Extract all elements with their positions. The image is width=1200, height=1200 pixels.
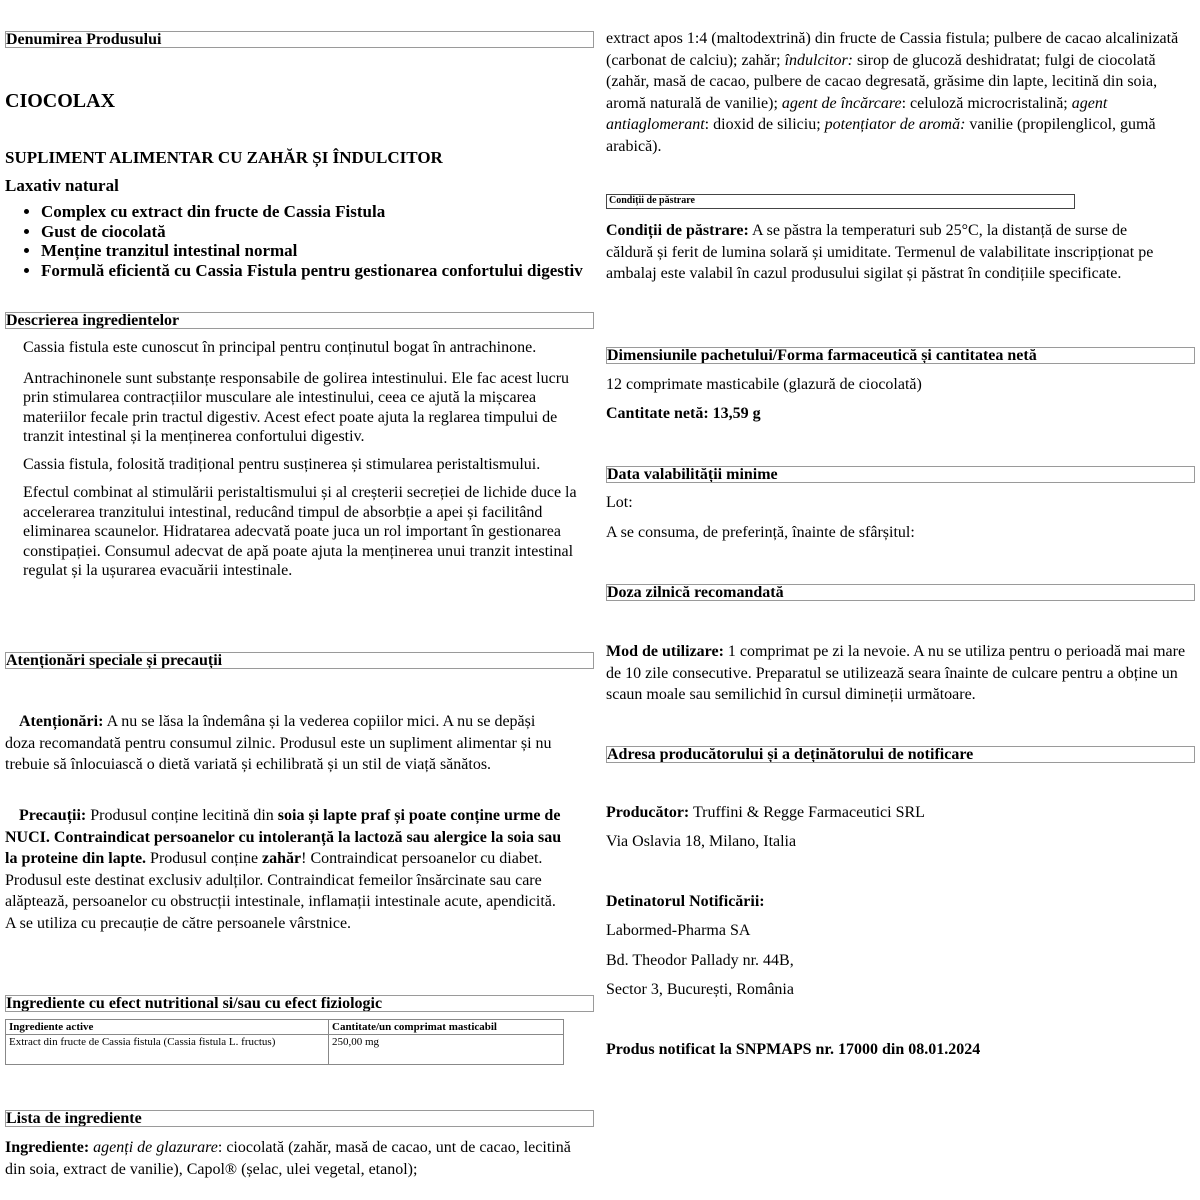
active-ingredients-table: [5, 1019, 564, 1065]
glazing-agents: agenți de glazurare: [93, 1139, 218, 1156]
ingredients-label: Ingrediente:: [5, 1139, 90, 1156]
precautions-text: ! Contraindicat persoanelor cu diabet. Produsul este destinat exclusiv adulților. Contraindicat femeilor însărcinate sau care alăptează, persoanelor cu obstrucții intestinale, inflamații intestinale acute, apendicită. A se utiliza cu precauție de către persoanele vârstnice.: [5, 850, 556, 932]
section-storage-small-heading: Condiții de păstrare: [606, 194, 1075, 209]
list-item: • Menține tranzitul intestinal normal: [41, 241, 601, 261]
table-header-cell: Cantitate/un comprimat masticabil: [329, 1020, 564, 1035]
description-block: [5, 338, 585, 581]
product-type: SUPLIMENT ALIMENTAR CU ZAHĂR ȘI ÎNDULCITOR: [5, 148, 443, 167]
section-nutritional-heading: Ingrediente cu efect nutritional si/sau cu efect fiziologic: [5, 995, 594, 1012]
usage-label: Mod de utilizare:: [606, 643, 724, 660]
table-row: [6, 1035, 564, 1065]
warnings-label: Atenționări:: [19, 713, 104, 730]
allergen-warning: soia și lapte praf și poate conține urme de NUCI. Contraindicat persoanelor cu intoleranță la lactoză sau alergice la soia sau la proteine din lapte.: [5, 807, 562, 868]
producer-label: Producător:: [606, 804, 690, 821]
description-paragraph: Cassia fistula este cunoscut în principal pentru conținutul bogat în antrachinone.: [23, 339, 537, 356]
precautions-label: Precauții:: [19, 807, 87, 824]
producer-address: Via Oslavia 18, Milano, Italia: [606, 833, 797, 850]
storage-paragraph: [606, 220, 1176, 285]
warnings-text: A nu se lăsa la îndemâna și la vederea copiilor mici. A nu se depăși doza recomandată pentru consumul zilnic. Produsul este un supliment alimentar și nu trebuie să înlocuiască o dietă variată și echilibrată și un stil de viață sănătos.: [5, 713, 552, 774]
producer-line: [606, 803, 1195, 823]
ingredients-text: vanilie (propilenglicol, gumă arabică).: [606, 116, 1156, 155]
notification-holder-city: Sector 3, București, România: [606, 981, 794, 998]
ingredients-continued: [606, 28, 1196, 158]
table-cell: 250,00 mg: [329, 1035, 564, 1065]
precautions-text: Produsul conține: [150, 850, 259, 868]
section-ingredient-description-heading: Descrierea ingredientelor: [5, 312, 594, 329]
description-paragraph: Efectul combinat al stimulării peristaltismului și al creșterii secreției de lichide duce la accelerarea tranzitului intestinal, reducând timpul de absorbție a apei și facilitând eliminarea scaunelor. Hidratarea adecvată poate juca un rol important în gestionarea constipației. Consumul adecvat de apă poate ajuta la menținerea unui tranzit intestinal regulat și la ușurarea evacuării intestinale.: [23, 484, 577, 580]
producer-name: Truffini & Regge Farmaceutici SRL: [692, 804, 925, 821]
product-subtitle: Laxativ natural: [5, 176, 119, 195]
section-address-heading: Adresa producătorului și a deținătorului de notificare: [606, 746, 1195, 763]
package-form: 12 comprimate masticabile (glazură de ciocolată): [606, 376, 922, 393]
notification-holder-label: Detinatorul Notificării:: [606, 893, 765, 910]
sugar-warning: zahăr: [262, 850, 302, 868]
notification-holder-name: Labormed-Pharma SA: [606, 922, 751, 939]
section-warnings-heading: Atenționări speciale și precauții: [5, 652, 594, 669]
precautions-paragraph: [5, 805, 567, 935]
ingredients-text: extract apos 1:4 (maltodextrină) din fructe de Cassia fistula; pulbere de cacao alcalinizată (carbonat de calciu); zahăr;: [606, 30, 1179, 69]
flavor-enhancer-label: potențiator de aromă:: [824, 116, 966, 134]
ingredients-text: : dioxid de siliciu;: [704, 116, 821, 134]
table-header-cell: Ingrediente active: [6, 1020, 329, 1035]
product-name: CIOCOLAX: [5, 90, 116, 112]
description-paragraph: Cassia fistula, folosită tradițional pentru susținerea și stimularea peristaltismului.: [23, 455, 541, 473]
warnings-paragraph: [5, 711, 565, 776]
precautions-text: Produsul conține lecitină din: [90, 807, 274, 824]
usage-text: 1 comprimat pe zi la nevoie. A nu se utiliza pentru o perioadă mai mare de 10 zile consecutive. Preparatul se utilizează seara înainte de culcare pentru a obține un scaun moale sau semilichid în cursul dimineții următoare.: [606, 643, 1186, 704]
list-item: • Formulă eficientă cu Cassia Fistula pentru gestionarea confortului digestiv: [41, 261, 601, 281]
usage-paragraph: [606, 641, 1196, 706]
section-dose-heading: Doza zilnică recomandată: [606, 584, 1195, 601]
table-header-row: [6, 1020, 564, 1035]
ingredients-text: : ciocolată (zahăr, masă de cacao, unt de cacao, lecitină din soia, extract de vanilie), Capol® (șelac, ulei vegetal, etanol);: [5, 1139, 571, 1178]
anticaking-agent-label: agent antiaglomerant: [606, 94, 1108, 134]
ingredients-text: : celuloză microcristalină;: [901, 94, 1068, 112]
notification-number: Produs notificat la SNPMAPS nr. 17000 din 08.01.2024: [606, 1041, 981, 1058]
storage-text: A se păstra la temperaturi sub 25°C, la distanță de surse de căldură și ferit de lumina solară și umiditate. Termenul de valabilitate inscripționat pe ambalaj este valabil în cazul produsului sigilat și păstrat în condițiile specificate.: [606, 222, 1154, 283]
sweetener-label: îndulcitor:: [784, 51, 853, 69]
section-package-heading: Dimensiunile pachetului/Forma farmaceutică și cantitatea netă: [606, 347, 1195, 364]
table-cell: Extract din fructe de Cassia fistula (Cassia fistula L. fructus): [6, 1035, 329, 1065]
best-before-label: A se consuma, de preferință, înainte de sfârșitul:: [606, 524, 915, 541]
section-product-name-heading: Denumirea Produsului: [5, 31, 594, 48]
description-paragraph: Antrachinonele sunt substanțe responsabile de golirea intestinului. Ele fac acest lucru prin stimularea contracțiilor musculare ale intestinului, ceea ce ajută la mișcarea materiilor fecale prin tractul digestiv. Acest efect poate ajuta la reglarea timpului de tranzit intestinal și la menținerea confortului digestiv.: [23, 369, 570, 446]
bulking-agent-label: agent de încărcare: [781, 94, 902, 112]
benefits-list: [5, 202, 601, 280]
ingredients-paragraph: [5, 1137, 591, 1180]
list-item: • Gust de ciocolată: [41, 222, 601, 242]
storage-label: Condiții de păstrare:: [606, 222, 749, 239]
notification-holder-street: Bd. Theodor Pallady nr. 44B,: [606, 952, 794, 969]
section-expiry-heading: Data valabilității minime: [606, 466, 1195, 483]
lot-label: Lot:: [606, 494, 633, 511]
net-quantity: Cantitate netă: 13,59 g: [606, 405, 761, 422]
list-item: • Complex cu extract din fructe de Cassia Fistula: [41, 202, 601, 222]
section-ingredient-list-heading: Lista de ingrediente: [5, 1110, 594, 1127]
ingredients-text: sirop de glucoză deshidratat; fulgi de ciocolată (zahăr, masă de cacao, pulbere de cacao degresată, grăsime din lapte, lecitină din soia, aromă naturală de vanilie);: [606, 51, 1158, 112]
